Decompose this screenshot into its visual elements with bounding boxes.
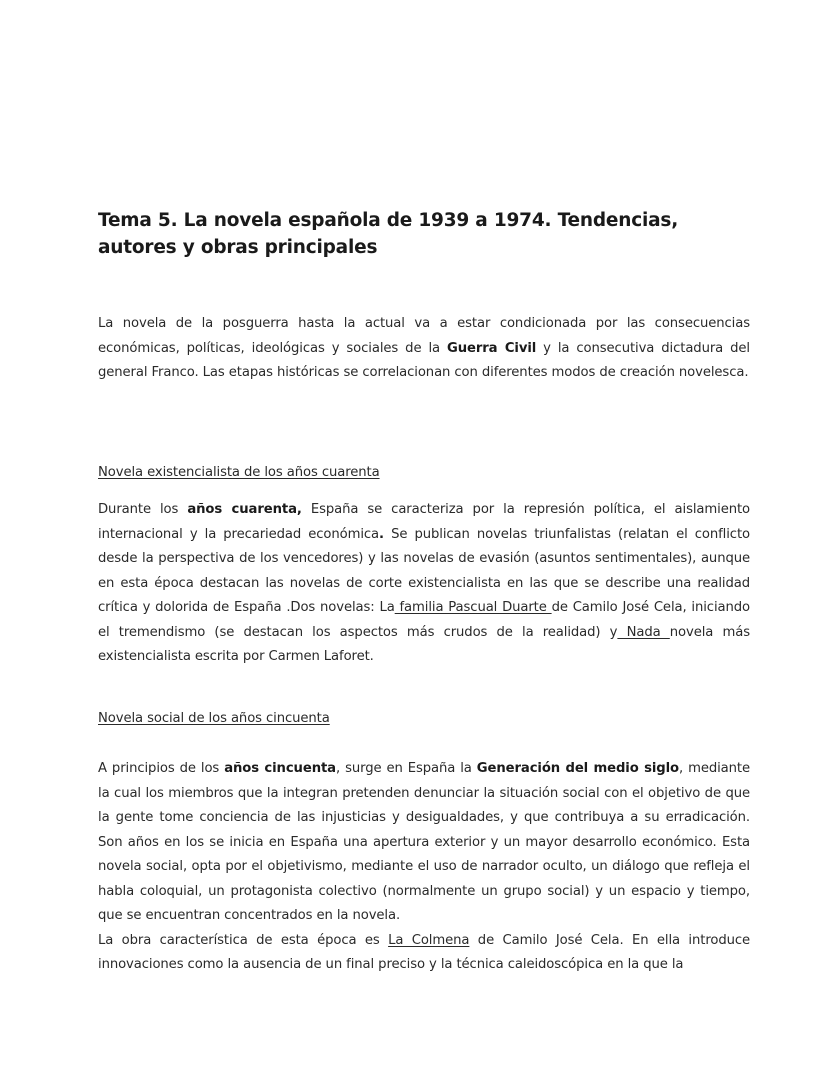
section2-text-3: , mediante la cual los miembros que la integran pretenden denunciar la situación social con el objetivo de que la gente tome conciencia de las injusticias y desigualdades, y que contribuya a su erradicación. Son años en los se inicia en España una apertura exterior y un mayor desarrollo económico. Esta novela social, opta por el objetivismo, mediante el uso de narrador oculto, un diálogo que refleja el habla coloquial, un protagonista colectivo (normalmente un grupo social) y un espacio y tiempo, que se encuentran concentrados en la novela. — [98, 761, 750, 923]
section1-bold-period: . — [379, 526, 384, 542]
page-title: Tema 5. La novela española de 1939 a 1974. Tendencias, autores y obras principales — [98, 210, 679, 258]
section1-text-2: España se caracteriza por la represión política, el aislamiento internacional y la precariedad económica — [98, 502, 751, 542]
intro-paragraph — [98, 312, 750, 386]
section1-text-1: Durante los — [98, 502, 188, 517]
section1-paragraph — [98, 498, 750, 670]
section2-text-1: A principios de los — [98, 761, 225, 776]
section-heading-existencialista: Novela existencialista de los años cuarenta — [98, 465, 380, 480]
book-title-nada: Nada — [617, 624, 670, 640]
section1-text-5: novela más existencialista escrita por Carmen Laforet. — [98, 624, 750, 664]
section-heading-social: Novela social de los años cincuenta — [98, 711, 330, 726]
section1-text-3: Se publican novelas triunfalistas (relatan el conflicto desde la perspectiva de los vencedores) y las novelas de evasión (asuntos sentimentales), aunque en esta época destacan las novelas de corte existencialista en las que se describe una realidad crítica y dolorida de España .Dos novelas: La — [98, 526, 751, 615]
section1-bold-anos-cuarenta: años cuarenta, — [187, 502, 302, 517]
intro-text-2: y la consecutiva dictadura del general Franco. Las etapas históricas se correlacionan con diferentes modos de creación novelesca. — [98, 340, 750, 380]
document-page — [98, 0, 750, 1071]
section2-bold-generacion: Generación del medio siglo — [476, 761, 679, 776]
section2-text-4: La obra característica de esta época es — [98, 932, 389, 948]
intro-bold-guerra-civil: Guerra Civil — [446, 340, 537, 356]
section2-bold-anos-cincuenta: años cincuenta — [224, 761, 336, 776]
section2-text-5: de Camilo José Cela. En ella introduce innovaciones como la ausencia de un final preciso y la técnica caleidoscópica en la que la — [98, 932, 751, 972]
book-title-la-colmena: La Colmena — [388, 932, 470, 948]
section1-text-4: de Camilo José Cela, iniciando el tremendismo (se destacan los aspectos más crudos de la realidad) y — [98, 600, 750, 640]
intro-text-1: La novela de la posguerra hasta la actual va a estar condicionada por las consecuencias económicas, políticas, ideológicas y sociales de la — [98, 316, 750, 356]
book-title-familia-pascual-duarte: familia Pascual Duarte — [394, 600, 552, 615]
section2-text-2: , surge en España la — [335, 761, 477, 776]
section2-paragraph — [98, 757, 750, 978]
